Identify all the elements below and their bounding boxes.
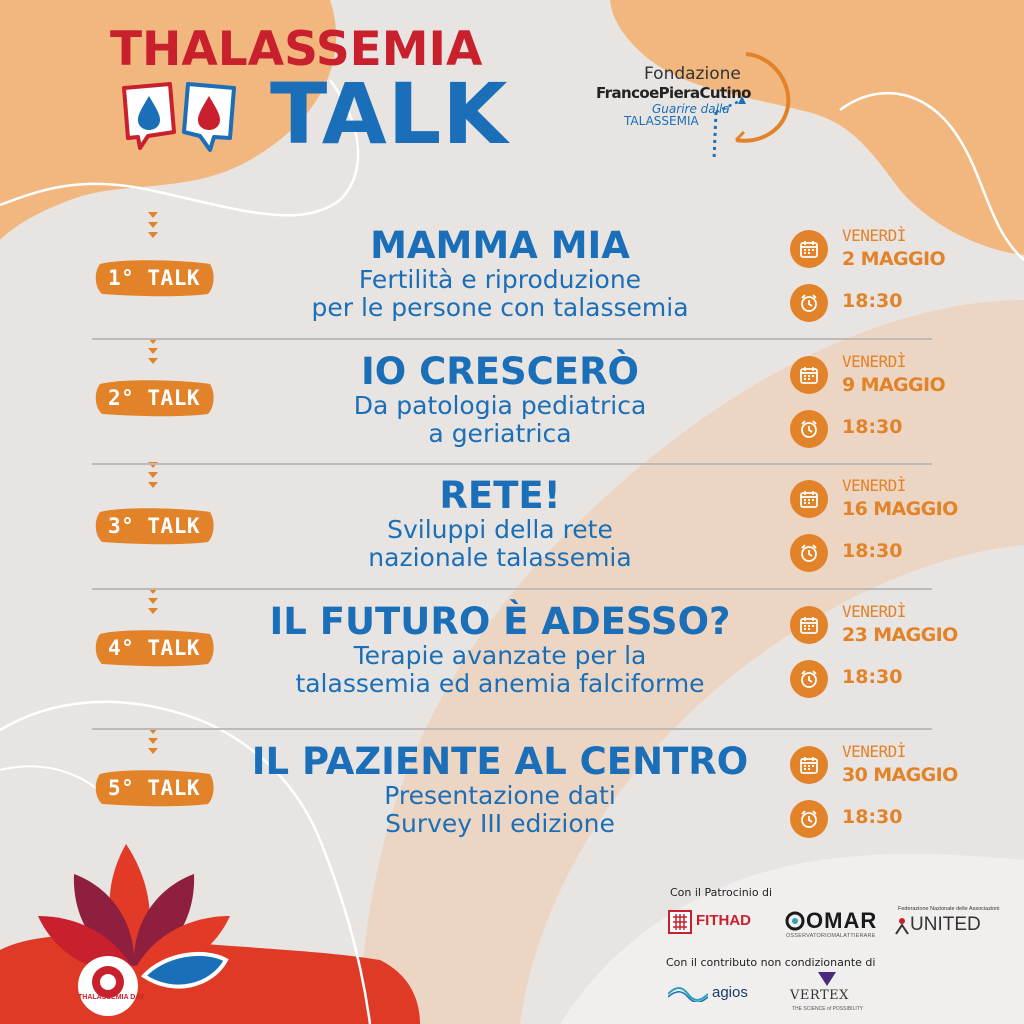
title-thalassemia: THALASSEMIA (110, 22, 483, 77)
chevron-down-icon (146, 460, 160, 498)
talk-subtitle-line: Terapie avanzate per la (353, 641, 647, 670)
water-drop-icon (124, 84, 174, 148)
talk-subtitle-line: per le persone con talassemia (311, 293, 689, 322)
water-drop-icon (184, 84, 234, 150)
talk-schedule (790, 742, 990, 852)
alarm-clock-icon (790, 410, 828, 448)
talk-row (0, 598, 1024, 718)
agios-logo: agios (668, 982, 758, 1006)
talk-day: VENERDÌ (842, 226, 906, 245)
alarm-clock-icon (790, 284, 828, 322)
talk-title: MAMMA MIA (370, 224, 630, 267)
fondazione-label: Fondazione (644, 64, 741, 84)
talk-schedule (790, 476, 990, 586)
calendar-icon (790, 230, 828, 268)
talk-subtitle-line: Presentazione dati (384, 781, 616, 810)
talk-date: 9 MAGGIO (842, 374, 946, 396)
talk-time: 18:30 (842, 540, 903, 562)
talk-row (0, 348, 1024, 468)
contributo-label: Con il contributo non condizionante di (666, 956, 876, 969)
talk-text (232, 602, 768, 698)
talk-badge (94, 506, 214, 546)
patrocinio-label: Con il Patrocinio di (670, 886, 773, 899)
talk-day: VENERDÌ (842, 602, 906, 621)
talk-date: 30 MAGGIO (842, 764, 958, 786)
talk-divider (92, 728, 932, 730)
talk-divider (92, 338, 932, 340)
talk-badge-label: 5° TALK (107, 776, 200, 800)
talk-title: IL PAZIENTE AL CENTRO (251, 740, 749, 783)
calendar-icon (790, 746, 828, 784)
talk-subtitle-line: a geriatrica (428, 419, 572, 448)
omar-logo: OMAR OSSERVATORIOMALATTIERARE (786, 908, 878, 939)
fondazione-tagline: Guarire dalla (652, 102, 730, 116)
talk-divider (92, 588, 932, 590)
talk-schedule (790, 602, 990, 712)
chevron-down-icon (146, 210, 160, 248)
talk-badge (94, 378, 214, 418)
talk-schedule (790, 226, 990, 336)
alarm-clock-icon (790, 660, 828, 698)
chevron-down-icon (146, 726, 160, 764)
talk-text (232, 742, 768, 838)
talk-divider (92, 463, 932, 465)
talk-subtitle-line: Da patologia pediatrica (353, 391, 647, 420)
talk-badge (94, 768, 214, 808)
talk-time: 18:30 (842, 290, 903, 312)
talk-time: 18:30 (842, 416, 903, 438)
talk-day: VENERDÌ (842, 352, 906, 371)
talk-subtitle-line: Survey III edizione (385, 809, 615, 838)
talk-subtitle-line: Sviluppi della rete (387, 515, 613, 544)
talk-subtitle-line: Fertilità e riproduzione (358, 265, 642, 294)
calendar-icon (790, 356, 828, 394)
talk-badge (94, 628, 214, 668)
fithad-logo: FITHAD (668, 910, 768, 940)
thalassemia-day-mark (78, 956, 138, 1016)
talk-badge-label: 1° TALK (107, 266, 200, 290)
talk-day: VENERDÌ (842, 476, 906, 495)
title-talk: TALK (270, 65, 509, 163)
talk-badge-label: 3° TALK (107, 514, 200, 538)
talk-time: 18:30 (842, 666, 903, 688)
talk-text (232, 352, 768, 448)
talk-row (0, 222, 1024, 342)
fondazione-tagline-2: TALASSEMIA (624, 114, 699, 128)
talk-badge-label: 4° TALK (107, 636, 200, 660)
talk-title: IL FUTURO È ADESSO? (269, 600, 731, 643)
alarm-clock-icon (790, 534, 828, 572)
calendar-icon (790, 606, 828, 644)
talk-date: 23 MAGGIO (842, 624, 958, 646)
fondazione-logo (596, 40, 796, 160)
speech-bubbles-logo (118, 80, 248, 160)
talk-day: VENERDÌ (842, 742, 906, 761)
talk-subtitle-line: nazionale talassemia (368, 543, 632, 572)
talk-title: RETE! (439, 474, 561, 517)
talk-text (232, 476, 768, 572)
calendar-icon (790, 480, 828, 518)
alarm-clock-icon (790, 800, 828, 838)
fondazione-name: FrancoePieraCutino (596, 84, 751, 102)
talk-date: 16 MAGGIO (842, 498, 958, 520)
united-logo: Federazione Nazionale delle Associazioni UNITED (898, 906, 1000, 935)
thalassemia-day-label: THALASSEMIA DAY (78, 994, 145, 1001)
talk-subtitle-line: talassemia ed anemia falciforme (295, 669, 705, 698)
talk-row (0, 472, 1024, 592)
talk-badge (94, 258, 214, 298)
vertex-logo: VERTEX THE SCIENCE of POSSIBILITY (790, 972, 880, 1018)
talk-text (232, 226, 768, 322)
talk-schedule (790, 352, 990, 462)
chevron-down-icon (146, 586, 160, 624)
talk-time: 18:30 (842, 806, 903, 828)
chevron-down-icon (146, 336, 160, 374)
talk-title: IO CRESCERÒ (360, 350, 640, 393)
talk-badge-label: 2° TALK (107, 386, 200, 410)
talk-date: 2 MAGGIO (842, 248, 946, 270)
